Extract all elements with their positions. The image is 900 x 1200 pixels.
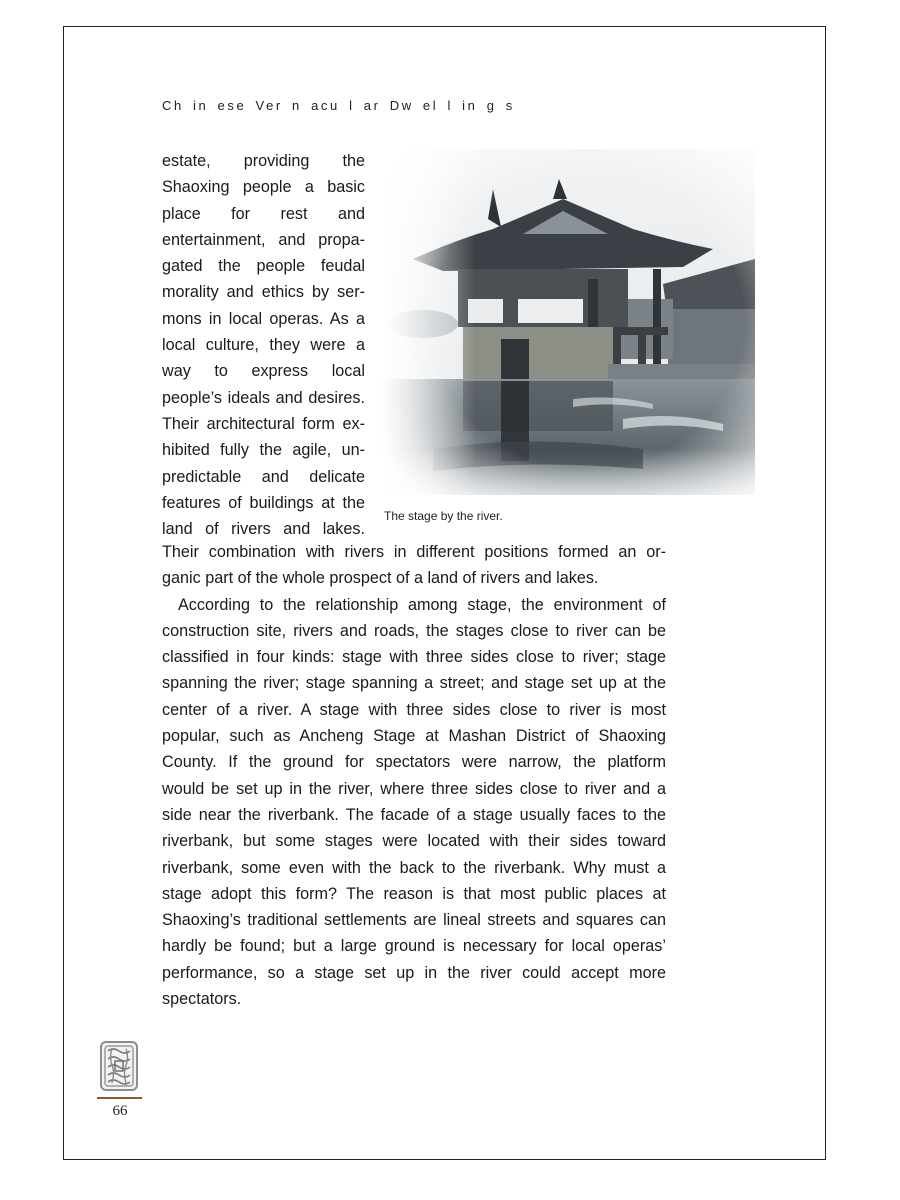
body-text-full [162,539,666,1012]
text-line: performance, so a stage set up in the river could accept more [162,963,666,982]
running-head: Ch in ese Ver n acu l ar Dw el l in g s [162,98,515,113]
text-line: morality and ethics by ser- [162,283,365,302]
text-line: stage adopt this form? The reason is that most public places at [162,884,666,903]
text-line: way to express local [162,362,365,381]
text-line: entertainment, and propa- [162,230,365,249]
text-line: side near the riverbank. The facade of a stage usually faces to the [162,805,666,824]
text-line: spectators. [162,990,242,1009]
text-line: Their architectural form ex- [162,414,365,433]
text-line: classified in four kinds: stage with three sides close to river; stage [162,648,666,667]
stage-by-river-image [383,149,755,495]
text-line: spanning the river; stage spanning a street; and stage set up at the [162,674,666,693]
figure-caption: The stage by the river. [384,509,503,523]
text-line: predictable and delicate [162,467,365,486]
folio-rule [97,1097,142,1099]
text-line: place for rest and [162,204,365,223]
text-line: hardly be found; but a large ground is necessary for local operas’ [162,937,666,956]
body-text-wrapped [162,148,365,542]
text-line: gated the people feudal [162,257,365,276]
text-line: construction site, rivers and roads, the stages close to river can be [162,621,666,640]
text-line: Shaoxing’s traditional settlements are lineal streets and squares can [162,911,666,930]
text-line: riverbank, some even with the back to the riverbank. Why must a [162,858,666,877]
text-line: ganic part of the whole prospect of a land of rivers and lakes. [162,569,599,588]
text-line: center of a river. A stage with three sides close to river is most [162,700,666,719]
text-line: hibited fully the agile, un- [162,441,365,460]
text-line: County. If the ground for spectators were narrow, the platform [162,753,666,772]
text-line: land of rivers and lakes. [162,520,365,539]
text-line: mons in local operas. As a [162,309,365,328]
text-line: would be set up in the river, where three sides close to river and a [162,779,666,798]
text-line: features of buildings at the [162,493,365,512]
stage-photo [383,149,755,495]
paragraph-first-line: According to the relationship among stage, the environment of [178,595,666,614]
text-line: Shaoxing people a basic [162,178,365,197]
text-line: Their combination with rivers in different positions formed an or- [162,543,666,561]
text-line: riverbank, but some stages were located with their sides toward [162,832,666,851]
text-line: people’s ideals and desires. [162,388,365,407]
text-line: estate, providing the [162,152,365,170]
page-number: 66 [112,1103,128,1119]
text-line: popular, such as Ancheng Stage at Mashan District of Shaoxing [162,727,666,746]
lattice-ornament-icon [100,1041,138,1091]
text-line: local culture, they were a [162,336,365,355]
